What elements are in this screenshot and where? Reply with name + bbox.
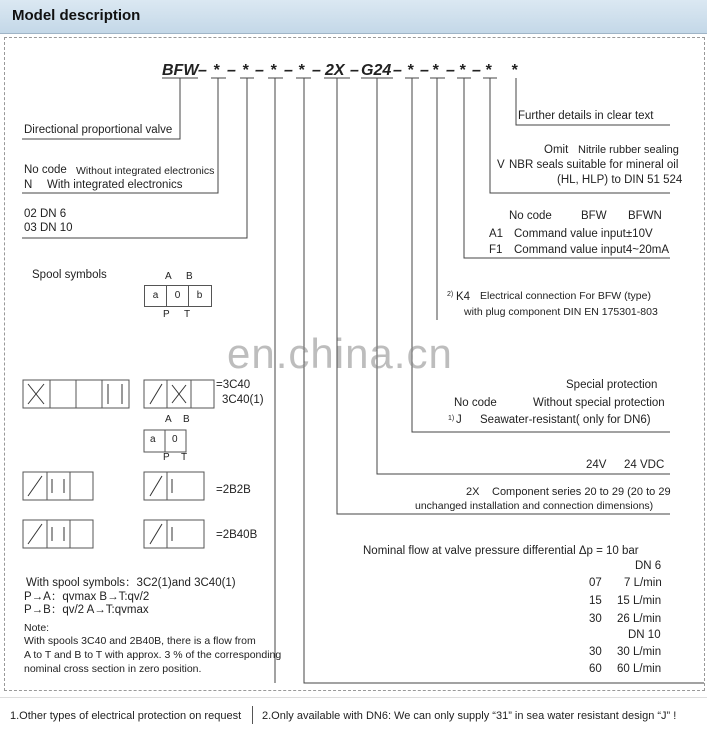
dn02-label: 02 DN 6 [24, 208, 67, 220]
flow-val-0: 7 L/min [624, 577, 662, 589]
x2-code: 2X [466, 486, 480, 498]
sym-a: A [165, 271, 172, 282]
eq-2b2b: =2B2B [216, 484, 251, 496]
code-star-8: * [485, 62, 492, 79]
code-2x: 2X [325, 62, 345, 79]
footer-note-2: 2.Only available with DN6: We can only supply “31” in sea water resistant design “J” ! [262, 710, 677, 722]
f1-code: F1 [489, 244, 503, 256]
dn6-label: DN 6 [635, 560, 662, 572]
omit-desc: Nitrile rubber sealing [578, 144, 679, 156]
flow-pa-text: P→A：qvmax B→T:qv/2 [24, 591, 150, 603]
n-code-label: N [24, 179, 33, 191]
flow-pb-text: P→B：qv/2 A→T:qvmax [24, 604, 149, 616]
nominal-flow: Nominal flow at valve pressure differential Δp = 10 bar [363, 545, 639, 557]
code-dash: – [312, 62, 321, 79]
code-star-2: * [242, 62, 249, 79]
code-dash: – [227, 62, 236, 79]
code-dash: – [198, 62, 207, 79]
flow-code-0: 07 [589, 577, 602, 589]
n-code-desc: With integrated electronics [47, 179, 183, 191]
sym-cell-a: a [145, 286, 167, 306]
sym2-a: A [165, 414, 172, 425]
sym-cell-0: 0 [167, 286, 189, 306]
note-line-1: With spools 3C40 and 2B40B, there is a flow from [24, 635, 256, 647]
eq-3c40-1: 3C40(1) [222, 394, 264, 406]
a1-desc: Command value input±10V [514, 228, 653, 240]
v-label: V [497, 159, 505, 171]
v24-code: 24V [586, 459, 607, 471]
x2-desc-2: unchanged installation and connection dimensions) [415, 500, 654, 512]
code-dash: – [284, 62, 293, 79]
spool-symbols-label: Spool symbols [32, 269, 107, 281]
no-code-label: No code [24, 164, 67, 176]
flow-val-2: 26 L/min [617, 613, 662, 625]
no-code-desc: Without integrated electronics [76, 165, 215, 177]
x2-desc: Component series 20 to 29 (20 to 29 [492, 486, 671, 498]
sym2-cell-0: 0 [172, 434, 178, 445]
footer-separator [252, 706, 253, 724]
watermark: en.china.cn [227, 330, 453, 377]
note-title: Note: [24, 622, 50, 634]
sp-no-code: No code [454, 397, 497, 409]
v-desc: NBR seals suitable for mineral oil [509, 159, 679, 171]
omit-label: Omit [544, 144, 569, 156]
flow-val-3: 30 L/min [617, 646, 662, 658]
sym2-t: T [181, 452, 188, 463]
a1-code: A1 [489, 228, 504, 240]
k4-desc: Electrical connection For BFW (type) [480, 290, 651, 302]
note-line-2: A to T and B to T with approx. 3 % of the corresponding [24, 649, 282, 661]
j-code: J [456, 414, 462, 426]
eq-2b40b: =2B40B [216, 529, 258, 541]
sym-cell-b: b [196, 290, 203, 301]
sym-t: T [184, 309, 191, 320]
code-star-6: * [432, 62, 439, 79]
k4-code: K4 [456, 291, 471, 303]
code-star-9: * [511, 62, 518, 79]
sym2-cell-a: a [150, 434, 156, 445]
special-protection: Special protection [566, 379, 658, 391]
flow-code-2: 30 [589, 613, 602, 625]
sym2-p: P [163, 452, 170, 463]
code-star-5: * [407, 62, 414, 79]
with-spool-text: With spool symbols：3C2(1)and 3C40(1) [26, 577, 236, 589]
v24-desc: 24 VDC [624, 459, 665, 471]
spool-symbol-box [144, 285, 212, 307]
sym-p: P [163, 309, 170, 320]
code-star-3: * [270, 62, 277, 79]
footer-note-1: 1.Other types of electrical protection on request [10, 710, 242, 722]
flow-code-3: 30 [589, 646, 602, 658]
k4-sup: 2) [447, 291, 454, 298]
cmd-head-code: No code [509, 210, 552, 222]
code-star-4: * [298, 62, 305, 79]
directional-label: Directional proportional valve [24, 124, 173, 136]
v-desc-2: (HL, HLP) to DIN 51 524 [557, 174, 683, 186]
flow-val-1: 15 L/min [617, 595, 662, 607]
code-star-7: * [459, 62, 466, 79]
k4-desc-2: with plug component DIN EN 175301-803 [464, 306, 658, 318]
page-title: Model description [12, 7, 141, 24]
code-bfw: BFW [162, 62, 199, 79]
sp-no-desc: Without special protection [533, 397, 665, 409]
cmd-head-bfwn: BFWN [628, 210, 662, 222]
code-dash: – [255, 62, 264, 79]
flow-val-4: 60 L/min [617, 663, 662, 675]
further-details: Further details in clear text [518, 110, 654, 122]
sym-b: B [186, 271, 193, 282]
eq-3c40: =3C40 [216, 379, 251, 391]
flow-code-4: 60 [589, 663, 602, 675]
dn03-label: 03 DN 10 [24, 222, 73, 234]
code-star-1: * [213, 62, 220, 79]
dn10-label: DN 10 [628, 629, 661, 641]
code-g24: G24 [361, 62, 392, 79]
sym2-b: B [183, 414, 190, 425]
code-dash: – [446, 62, 455, 79]
j-desc: Seawater-resistant( only for DN6) [480, 414, 651, 426]
j-sup: 1) [448, 415, 455, 422]
code-dash: – [420, 62, 429, 79]
f1-desc: Command value input4~20mA [514, 244, 670, 256]
code-dash: – [472, 62, 481, 79]
code-dash: – [350, 62, 359, 79]
footer-divider [0, 697, 707, 698]
flow-code-1: 15 [589, 595, 602, 607]
code-dash: – [393, 62, 402, 79]
note-line-3: nominal cross section in zero position. [24, 663, 202, 675]
cmd-head-bfw: BFW [581, 210, 607, 222]
